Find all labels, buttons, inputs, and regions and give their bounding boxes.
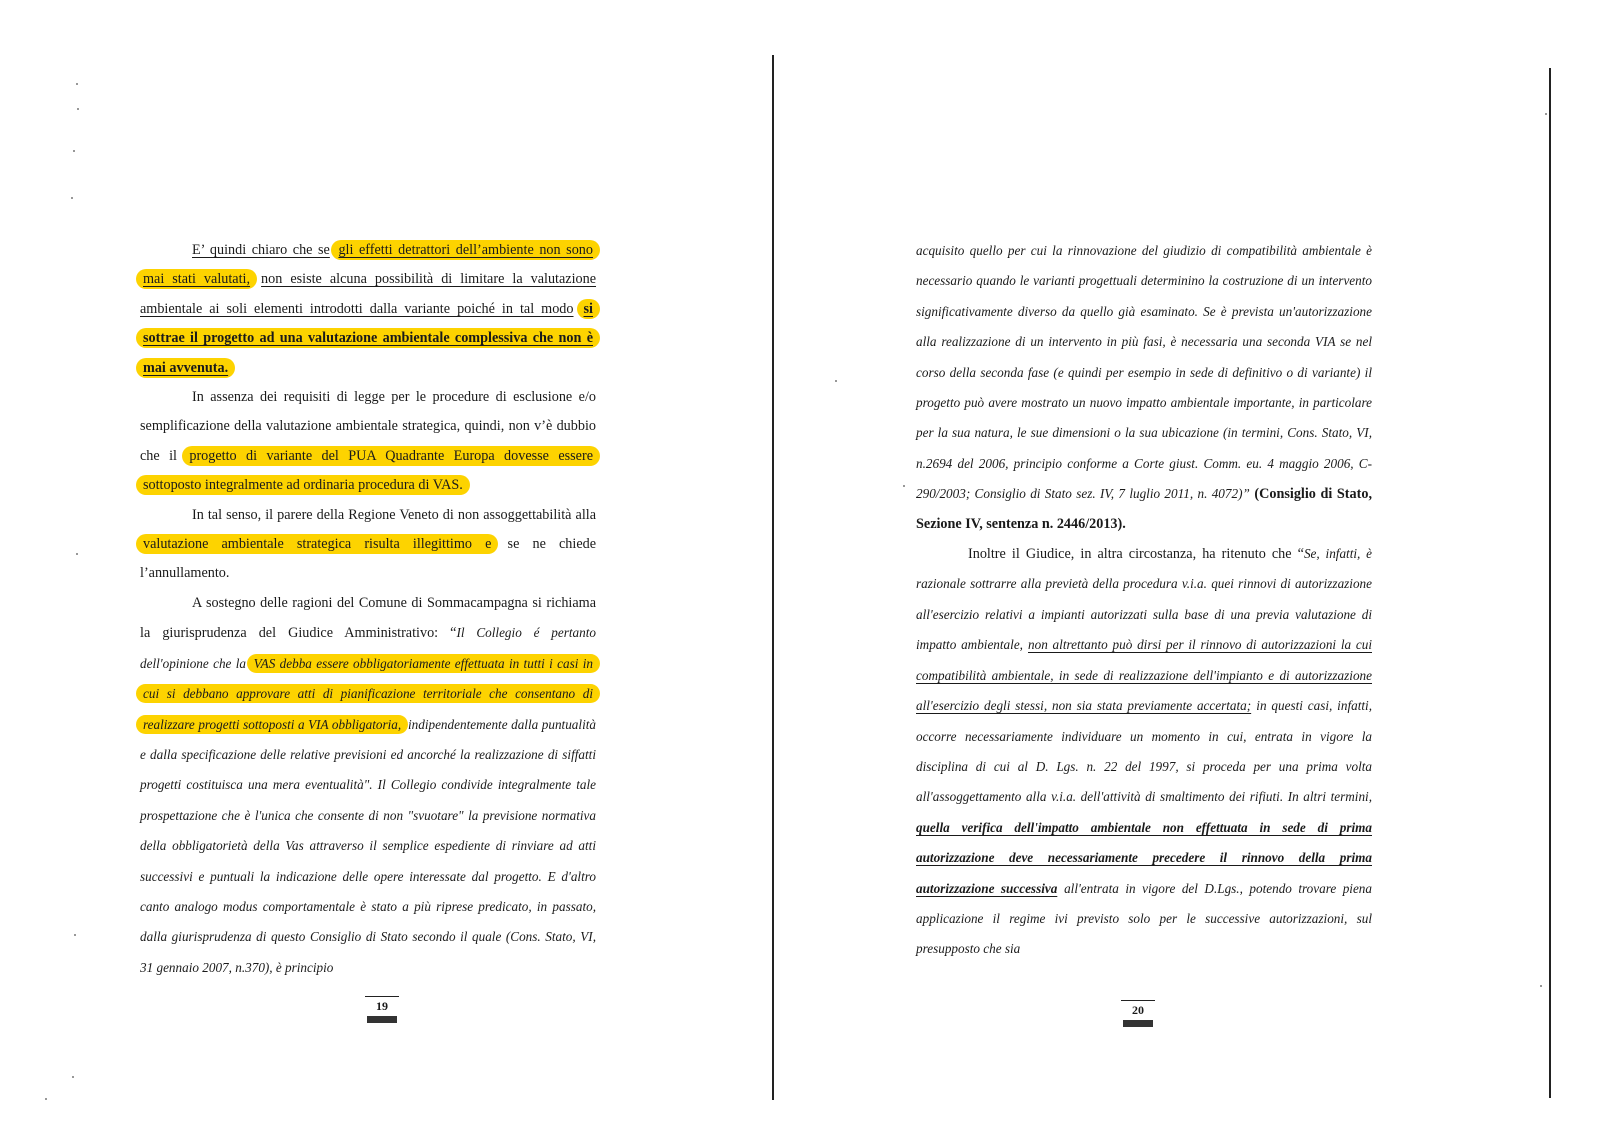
highlighted-text: valutazione ambientale strategica risulta illegittimo e: [136, 534, 498, 554]
underlined-text: non altrettanto può dirsi per il rinnovo di autorizzazioni la cui compatibilità ambientale, in sede di realizzazione dell'impianto e di autorizzazione all'esercizio degli stessi, non sia stata previamente accertata;: [916, 637, 1372, 714]
text-segment: Inoltre il Giudice, in altra circostanza, ha ritenuto che “: [968, 546, 1304, 563]
page-number-19: [365, 996, 399, 1023]
right-page-edge: [1549, 68, 1551, 1098]
text-segment: A sostegno delle ragioni del Comune di Sommacampagna si richiama la giurisprudenza del Giudice Amministrativo: “: [140, 594, 596, 642]
left-page: [140, 236, 596, 983]
page-number-20: [1121, 1000, 1155, 1027]
right-paragraph-2: [916, 539, 1372, 965]
right-page: [916, 236, 1372, 965]
text-segment: E’ quindi chiaro che se: [192, 242, 330, 258]
page-number-text: 19: [376, 999, 388, 1013]
underlined-text: quella verifica dell'impatto ambientale non effettuata in sede di prima autorizzazione deve necessariamente precedere il rinnovo della prima autorizzazione successiva: [916, 819, 1372, 896]
citation: (Consiglio di Stato, Sezione IV, sentenza n. 2446/2013).: [916, 486, 1372, 532]
left-paragraph-3: [140, 501, 596, 589]
text-segment: se ne chiede l’annullamento.: [140, 536, 597, 582]
scan-speck: [76, 83, 78, 85]
highlighted-text: progetto di variante del PUA Quadrante Europa dovesse essere sottoposto integralmente ad ordinaria procedura di VAS.: [136, 446, 600, 495]
scan-speck: [76, 553, 78, 555]
highlighted-text: gli effetti detrattori dell’ambiente non sono mai stati valutati,: [136, 240, 600, 289]
stamp-mark: [367, 1016, 397, 1023]
text-segment: In tal senso, il parere della Regione Veneto di non assoggettabilità alla: [192, 506, 596, 523]
quote-segment: all'entrata in vigore del D.Lgs., potendo trovare piena applicazione il regime ivi previsto solo per le successive autorizzazioni, sul presupposto che sia: [916, 880, 1372, 957]
scan-speck: [1545, 113, 1547, 115]
scan-speck: [77, 108, 79, 110]
highlighted-text: VAS debba essere obbligatoriamente effettuata in tutti i casi in cui si debbano approvare atti di pianificazione territoriale che consentano di realizzare progetti sottoposti a VIA obbligatoria,: [136, 654, 600, 734]
page-number-text: 20: [1132, 1003, 1144, 1017]
quote-segment: Il Collegio é pertanto dell'opinione che la: [140, 625, 596, 671]
highlighted-text: si sottrae il progetto ad una valutazione ambientale complessiva che non è mai avvenuta.: [136, 299, 600, 378]
left-paragraph-4: [140, 589, 596, 983]
text-segment: non esiste alcuna possibilità di limitare la valutazione ambientale ai soli elementi introdotti dalla variante poiché in tal modo: [140, 271, 597, 317]
quote-segment: acquisito quello per cui la rinnovazione del giudizio di compatibilità ambientale è necessario quando le varianti progettuali determinino la costruzione di un intervento significativamente diverso da quello già esaminato. Se è prevista un'autorizzazione alla realizzazione di un intervento in più fasi, è necessaria una seconda VIA se nel corso della seconda fase (e quindi per esempio in sede di definitivo o di variante) il progetto può avere mostrato un nuovo impatto ambientale importante, in particolare per la sua natura, le sue dimensioni o la sua ubicazione (in termini, Cons. Stato, VI, n.2694 del 2006, principio conforme a Corte giust. Comm. eu. 4 maggio 2006, C-290/2003; Consiglio di Stato sez. IV, 7 luglio 2011, n. 4072)”: [916, 243, 1372, 502]
right-paragraph-1: [916, 236, 1372, 539]
scan-speck: [74, 934, 76, 936]
quote-segment: in questi casi, infatti, occorre necessariamente individuare un momento in cui, entrata in vigore la disciplina di cui al D. Lgs. n. 22 del 1997, si proceda per una prima volta all'assoggettamento alla v.i.a. dell'attività di smaltimento dei rifiuti. In altri termini,: [916, 698, 1372, 805]
scan-speck: [45, 1098, 47, 1100]
left-page-edge: [772, 55, 774, 1100]
scan-speck: [903, 485, 905, 487]
scan-speck: [71, 197, 73, 199]
scan-speck: [1540, 985, 1542, 987]
scan-speck: [835, 380, 837, 382]
quote-segment: indipendentemente dalla puntualità e dalla specificazione delle relative previsioni ed ancorché la realizzazione di siffatti progetti costituisca una mera eventualità". Il Collegio condivide integralmente tale prospettazione che è l'unica che consente di non "svuotare" la previsione normativa della obbligatorietà della Vas attraverso il semplice espediente di rinviare ad atti successivi e puntuali la indicazione delle opere interessate dal progetto. E d'altro canto analogo modus comportamentale è stato a più riprese predicato, in passato, dalla giurisprudenza di questo Consiglio di Stato secondo il quale (Cons. Stato, VI, 31 gennaio 2007, n.370), è principio: [140, 716, 596, 975]
stamp-mark: [1123, 1020, 1153, 1027]
scan-speck: [73, 150, 75, 152]
text-segment: In assenza dei requisiti di legge per le procedure di esclusione e/o semplificazione della valutazione ambientale strategica, quindi, non v’è dubbio che il: [140, 389, 596, 464]
left-paragraph-2: [140, 383, 596, 501]
left-paragraph-1: [140, 236, 596, 383]
quote-segment: Se, infatti, è razionale sottrarre alla previetà della procedura v.i.a. quei rinnovi di autorizzazione all'esercizio relativi a impianti autorizzati sulla base di una previa valutazione di impatto ambientale,: [916, 546, 1373, 653]
scan-speck: [72, 1076, 74, 1078]
